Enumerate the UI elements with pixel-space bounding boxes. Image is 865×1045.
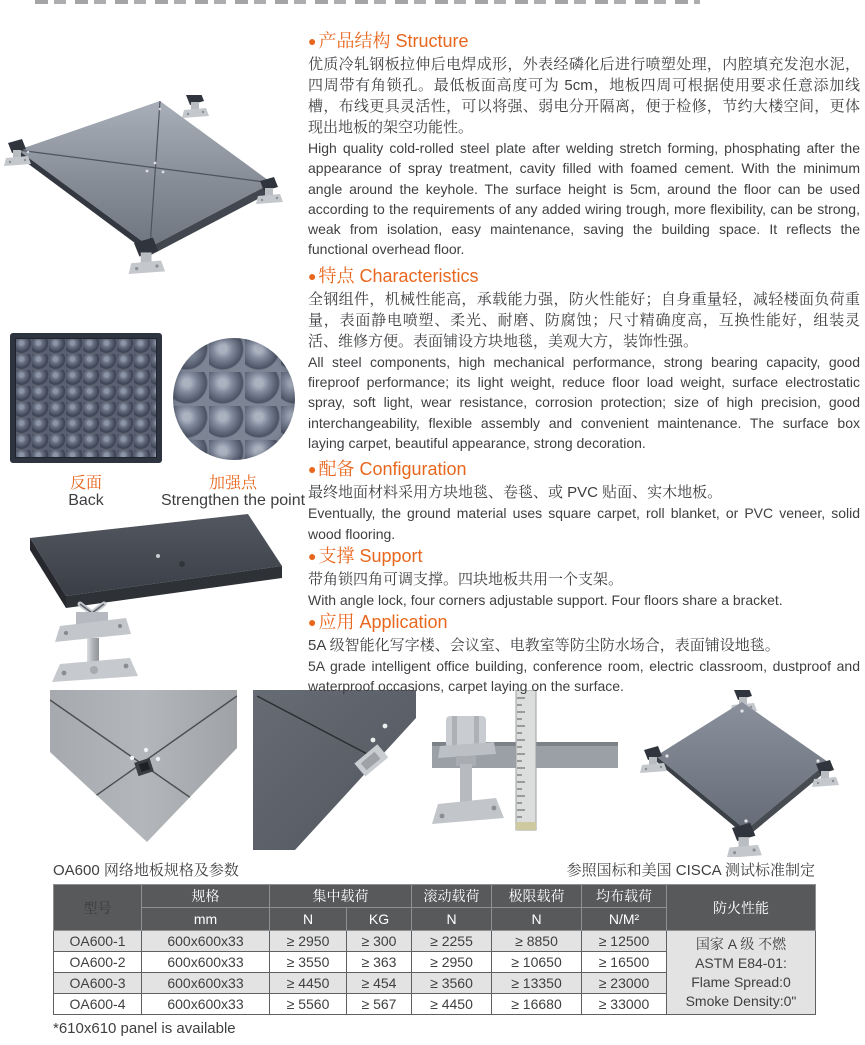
table-cell: ≥ 16500 bbox=[582, 952, 667, 973]
unit-n: N bbox=[412, 908, 492, 931]
bullet-icon: ● bbox=[308, 461, 317, 478]
table-cell: OA600-4 bbox=[54, 994, 142, 1015]
section-configuration bbox=[308, 459, 860, 544]
support-corner-photo bbox=[30, 512, 302, 684]
caption-strengthen-en: Strengthen the point bbox=[160, 492, 306, 509]
strengthen-point-photo bbox=[173, 338, 295, 460]
section-title bbox=[308, 612, 860, 633]
header-ultimate-load: 极限载荷 bbox=[492, 885, 582, 908]
section-en-paragraph: With angle lock, four corners adjustable support. Four floors share a bracket. bbox=[308, 591, 783, 608]
section-support bbox=[308, 546, 860, 610]
section-title-text: 应用 Application bbox=[318, 612, 448, 633]
table-title-left: OA600 网络地板规格及参数 bbox=[53, 862, 239, 879]
section-title bbox=[308, 31, 860, 52]
table-cell: 600x600x33 bbox=[142, 931, 270, 952]
table-cell: OA600-1 bbox=[54, 931, 142, 952]
section-en-paragraph: 5A grade intelligent office building, conference room, electric classroom, dustproof and waterproof occasions, carpet laying on the surface. bbox=[308, 658, 860, 695]
header-spec: 规格 bbox=[142, 885, 270, 908]
table-row bbox=[54, 931, 816, 952]
table-cell: ≥ 5560 bbox=[270, 994, 347, 1015]
section-zh-paragraph: 全钢组件，机械性能高，承载能力强，防火性能好；自身重量轻，减轻楼面负荷重量，表面静电喷塑、柔光、耐磨、防腐蚀；尺寸精确度高，互换性能好，组装灵活、维修方便。表面铺设方块地毯，美观大方，装饰性强。 bbox=[308, 290, 860, 350]
fire-performance-line: 国家 A 级 不燃 bbox=[695, 936, 787, 952]
bullet-icon: ● bbox=[308, 614, 317, 631]
table-cell: OA600-3 bbox=[54, 973, 142, 994]
text-column bbox=[308, 31, 860, 699]
table-cell: ≥ 33000 bbox=[582, 994, 667, 1015]
section-title bbox=[308, 459, 860, 480]
section-title bbox=[308, 546, 860, 567]
section-en-paragraph: Eventually, the ground material uses square carpet, roll blanket, or PVC veneer, solid wood flooring. bbox=[308, 505, 860, 542]
table-cell: ≥ 3550 bbox=[270, 952, 347, 973]
back-panel-photo bbox=[10, 333, 162, 463]
header-concentrated-load: 集中载荷 bbox=[270, 885, 412, 908]
table-cell: ≥ 16680 bbox=[492, 994, 582, 1015]
table-cell: ≥ 454 bbox=[347, 973, 412, 994]
caption-back-zh: 反面 bbox=[69, 475, 102, 492]
bullet-icon: ● bbox=[308, 547, 317, 564]
section-zh-paragraph: 最终地面材料采用方块地毯、卷毯、或 PVC 贴面、实木地板。 bbox=[308, 484, 723, 502]
table-cell: ≥ 12500 bbox=[582, 931, 667, 952]
table-cell: OA600-2 bbox=[54, 952, 142, 973]
spec-table bbox=[53, 884, 816, 1015]
table-cell: ≥ 300 bbox=[347, 931, 412, 952]
section-title-text: 支撑 Support bbox=[318, 545, 423, 566]
table-titles bbox=[53, 861, 815, 880]
photo-single-panel-pedestals bbox=[640, 690, 845, 857]
panels-corner-joint-illustration bbox=[50, 690, 237, 850]
photo-panels-top-corner bbox=[50, 690, 237, 857]
single-panel-illustration bbox=[640, 690, 845, 857]
header-model: 型号 bbox=[54, 885, 142, 931]
fire-performance-line: Flame Spread:0 bbox=[691, 974, 791, 990]
header-fire-performance: 防火性能 bbox=[667, 885, 816, 931]
unit-n: N bbox=[492, 908, 582, 931]
table-footnote: *610x610 panel is available bbox=[53, 1020, 236, 1037]
section-zh-paragraph: 5A 级智能化写字楼、会议室、电教室等防尘防水场合，表面铺设地毯。 bbox=[308, 637, 780, 655]
fire-performance-line: ASTM E84-01: bbox=[695, 955, 787, 971]
section-title-text: 特点 Characteristics bbox=[318, 265, 479, 286]
table-cell: ≥ 10650 bbox=[492, 952, 582, 973]
table-cell: ≥ 8850 bbox=[492, 931, 582, 952]
cropped-header-remnant bbox=[35, 0, 700, 4]
unit-n: N bbox=[270, 908, 347, 931]
table-cell: ≥ 363 bbox=[347, 952, 412, 973]
section-en-paragraph: All steel components, high mechanical performance, strong bearing capacity, good fireproof performance; its light weight, reduce floor load weight, surface electrostatic spray, soft light, wear resistance, corrosion protection; size of high precision, good interchangeability, flexible assembly and convenient maintenance. The surface box laying carpet, beautiful appearance, strong decoration. bbox=[308, 353, 860, 451]
section-structure bbox=[308, 31, 860, 260]
section-application bbox=[308, 612, 860, 697]
table-cell: ≥ 2255 bbox=[412, 931, 492, 952]
table-cell: ≥ 567 bbox=[347, 994, 412, 1015]
table-cell: ≥ 13350 bbox=[492, 973, 582, 994]
table-cell: ≥ 2950 bbox=[270, 931, 347, 952]
photo-pedestal-height-ruler bbox=[432, 690, 618, 857]
caption-strengthen-zh: 加强点 bbox=[208, 475, 257, 492]
bullet-icon: ● bbox=[308, 267, 317, 284]
pedestal-support-illustration bbox=[30, 512, 302, 684]
table-cell: ≥ 2950 bbox=[412, 952, 492, 973]
section-title bbox=[308, 266, 860, 287]
unit-nm2: N/M² bbox=[582, 908, 667, 931]
corner-lock-illustration bbox=[253, 690, 416, 850]
unit-mm: mm bbox=[142, 908, 270, 931]
bullet-icon: ● bbox=[308, 33, 317, 49]
unit-kg: KG bbox=[347, 908, 412, 931]
hero-photo-floor-panels bbox=[0, 95, 310, 310]
section-zh-paragraph: 带角锁四角可调支撑。四块地板共用一个支架。 bbox=[308, 570, 624, 588]
floor-panel-assembly-illustration bbox=[0, 95, 310, 310]
section-title-text: 配备 Configuration bbox=[318, 459, 467, 480]
table-cell: 600x600x33 bbox=[142, 973, 270, 994]
table-cell: 600x600x33 bbox=[142, 994, 270, 1015]
table-cell: 600x600x33 bbox=[142, 952, 270, 973]
table-cell: ≥ 3560 bbox=[412, 973, 492, 994]
table-cell: ≥ 23000 bbox=[582, 973, 667, 994]
section-en-paragraph: High quality cold-rolled steel plate after welding stretch forming, phosphating after the appearance of spray treatment, cavity filled with foamed cement. With the minimum angle around the keyhole. The surface height is 5cm, around the floor can be used according to the requirements of any added wiring trough, more flexibility, can be strong, weak from isolation, easy maintenance, saving the building space. It reflects the functional overhead floor. bbox=[308, 140, 860, 258]
header-rolling-load: 滚动载荷 bbox=[412, 885, 492, 908]
spec-table-body bbox=[54, 931, 816, 1015]
height-measurement-illustration bbox=[432, 690, 618, 857]
section-characteristics bbox=[308, 266, 860, 453]
fire-performance-cell bbox=[667, 931, 816, 1015]
fire-performance-line: Smoke Density:0" bbox=[685, 993, 797, 1009]
table-cell: ≥ 4450 bbox=[270, 973, 347, 994]
table-title-right: 参照国标和美国 CISCA 测试标准制定 bbox=[566, 862, 815, 879]
spec-table-block bbox=[53, 861, 815, 1037]
section-title-text: 产品结构 Structure bbox=[318, 31, 469, 51]
spec-table-header bbox=[54, 885, 816, 931]
header-uniform-load: 均布载荷 bbox=[582, 885, 667, 908]
table-cell: ≥ 4450 bbox=[412, 994, 492, 1015]
photo-panel-corner-lock bbox=[253, 690, 416, 857]
section-zh-paragraph: 优质冷轧钢板拉伸后电焊成形，外表经磷化后进行喷塑处理，内腔填充发泡水泥，四周带有角锁孔。最低板面高度可为 5cm，地板四周可根据使用要求任意添加线槽，布线更具灵活性，可以将强、弱电分开隔离，便于检修，节约大楼空间，更体现出地板的架空功能性。 bbox=[308, 56, 860, 136]
caption-back-en: Back bbox=[68, 492, 104, 509]
